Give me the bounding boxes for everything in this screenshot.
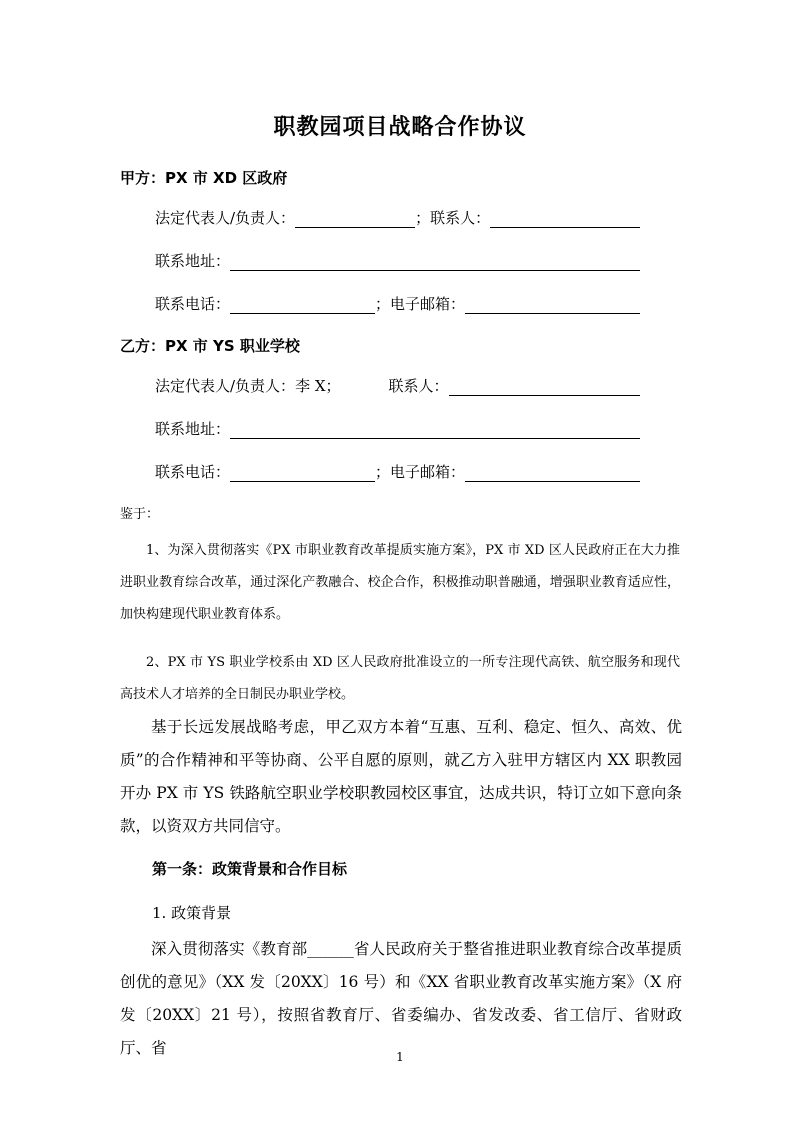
party-a-address-blank[interactable] xyxy=(230,254,640,271)
clause-1: 1、为深入贯彻落实《PX 市职业教育改革提质实施方案》，PX 市 XD 区人民政府正在大力推进职业教育综合改革，通过深化产教融合、校企合作，积极推动职普融通，增强职业教育适应性，加快构建现代职业教育体系。 xyxy=(120,543,680,622)
party-b-email-label: ；电子邮箱： xyxy=(375,463,466,481)
party-a-heading: 甲方：PX 市 XD 区政府 xyxy=(120,169,288,187)
section-1-title: 1. 政策背景 xyxy=(152,904,232,922)
party-b-legal-rep-value: 李 X； xyxy=(295,377,341,395)
party-a-address-label: 联系地址： xyxy=(155,252,231,270)
party-b-phone-blank[interactable] xyxy=(230,465,375,482)
party-a-contact-blank[interactable] xyxy=(490,211,640,228)
party-b-phone-row xyxy=(155,460,640,482)
party-a-legal-rep-label: 法定代表人/负责人： xyxy=(155,209,296,227)
party-b-address-blank[interactable] xyxy=(230,422,640,439)
preamble-paragraph: 基于长远发展战略考虑，甲乙双方本着“互惠、互利、稳定、恒久、高效、优质”的合作精神和平等协商、公平自愿的原则，就乙方入驻甲方辖区内 XX 职教园开办 PX 市 YS 铁路航空职业学校职教园校区事宜，达成共识，特订立如下意向条款，以资双方共同信守。 xyxy=(120,718,682,835)
party-b-heading: 乙方：PX 市 YS 职业学校 xyxy=(120,337,300,355)
document-title: 职教园项目战略合作协议 xyxy=(273,115,527,140)
party-b-phone-label: 联系电话： xyxy=(155,463,231,481)
party-a-phone-label: 联系电话： xyxy=(155,295,231,313)
party-a-legal-rep-blank[interactable] xyxy=(295,211,415,228)
party-b-email-blank[interactable] xyxy=(465,465,640,482)
article-1-title: 第一条：政策背景和合作目标 xyxy=(152,860,348,878)
party-b-address-row xyxy=(155,417,640,439)
whereas-label: 鉴于： xyxy=(120,507,160,522)
party-b-legal-rep-label: 法定代表人/负责人： xyxy=(155,377,296,395)
party-a-address-row xyxy=(155,249,640,271)
clause-2: 2、PX 市 YS 职业学校系由 XD 区人民政府批准设立的一所专注现代高铁、航空服务和现代高技术人才培养的全日制民办职业学校。 xyxy=(120,655,680,702)
party-b-rep-row xyxy=(155,374,640,396)
page-number: 1 xyxy=(396,1050,404,1064)
party-b-contact-label: 联系人： xyxy=(388,377,449,395)
party-b-address-label: 联系地址： xyxy=(155,420,231,438)
party-b-contact-blank[interactable] xyxy=(449,379,640,396)
party-a-phone-blank[interactable] xyxy=(230,297,375,314)
party-a-phone-row xyxy=(155,292,640,314)
party-a-rep-row xyxy=(155,206,640,228)
party-a-contact-label: ；联系人： xyxy=(415,209,491,227)
policy-background-paragraph: 深入贯彻落实《教育部______省人民政府关于整省推进职业教育综合改革提质创优的意见》（XX 发〔20XX〕16 号）和《XX 省职业教育改革实施方案》（X 府发〔20XX〕21 号），按照省教育厅、省委编办、省发改委、省工信厅、省财政厅、省 xyxy=(120,940,682,1057)
party-a-email-blank[interactable] xyxy=(465,297,640,314)
party-a-email-label: ；电子邮箱： xyxy=(375,295,466,313)
